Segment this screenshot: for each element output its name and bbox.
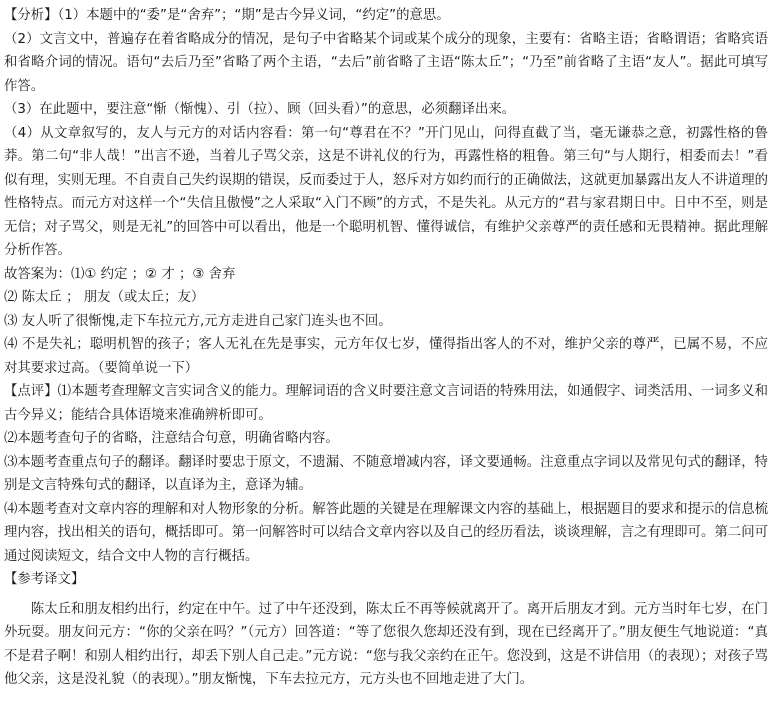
answer-4: ⑷ 不是失礼；聪明机智的孩子；客人无礼在先是事实，元方年仅七岁，懂得指出客人的不对，维护父亲的尊严，已属不易，不应对其要求过高。（要简单说一下） (4, 337, 768, 376)
comment-heading: 【点评】 (4, 384, 58, 399)
analysis-point-2: （2）文言文中，普遍存在着省略成分的情况，是句子中省略某个词或某个成分的现象，主要有：省略主语；省略谓语；省略宾语和省略介词的情况。语句“去后乃至”省略了两个主语，“去后”前省略了主语“陈太丘”；“乃至”前省略了主语“友人”。据此可填写作答。 (4, 31, 768, 94)
answer-2: ⑵ 陈太丘 ； 朋友（或太丘；友） (4, 290, 205, 305)
comment-point-1: ⑴本题考查理解文言实词含义的能力。理解词语的含义时要注意文言词语的特殊用法，如通假字、词类活用、一词多义和古今异义；能结合具体语境来准确辨析即可。 (4, 384, 769, 423)
analysis-paragraph-1 (4, 4, 768, 28)
analysis-point-1: （1）本题中的“委”是“舍弃”；“期”是古今异义词，“约定”的意思。 (57, 8, 450, 23)
analysis-point-3: （3）在此题中，要注意“惭（惭愧）、引（拉）、顾（回头看）”的意思，必须翻译出来。 (4, 102, 516, 117)
comment-point-4: ⑷本题考查对文章内容的理解和对人物形象的分析。解答此题的关键是在理解课文内容的基础上，根据题目的要求和提示的信息梳理内容，找出相关的语句，概括即可。第一问解答时可以结合文章内容以及自己的经历看法，谈谈理解，言之有理即可。第二问可通过阅读短文，结合文中人物的言行概括。 (4, 501, 768, 564)
translation-heading: 【参考译文】 (4, 572, 85, 587)
translation-body: 陈太丘和朋友相约出行，约定在中午。过了中午还没到，陈太丘不再等候就离开了。离开后朋友才到。元方当时年七岁，在门外玩耍。朋友问元方：“你的父亲在吗？”（元方）回答道：“等了您很久您却还没有到，现在已经离开了。”朋友便生气地说道：“真不是君子啊！和别人相约出行，却丢下别人自己走。”元方说：“您与我父亲约在正午。您没到，这是不讲信用（的表现）；对孩子骂他父亲，这是没礼貌（的表现）。”朋友惭愧，下车去拉元方，元方头也不回地走进了大门。 (4, 601, 768, 687)
comment-paragraph-1 (4, 380, 768, 427)
answer-intro: 故答案为：⑴① 约定 ；② 才 ；③ 舍弃 (4, 266, 236, 282)
analysis-heading: 【分析】 (4, 8, 58, 23)
comment-point-2: ⑵本题考查句子的省略，注意结合句意，明确省略内容。 (4, 431, 339, 446)
answer-3: ⑶ 友人听了很惭愧,走下车拉元方,元方走进自己家门连头也不回。 (4, 313, 392, 329)
analysis-point-4: （4）从文章叙写的，友人与元方的对话内容看：第一句“尊君在不？”开门见山，问得直截了当，毫无谦恭之意，初露性格的鲁莽。第二句“非人哉！”出言不逊，当着儿子骂父亲，这是不讲礼仪的行为，再露性格的粗鲁。第三句“与人期行，相委而去！”看似有理，实则无理。不自责自己失约误期的错误，反而委过于人，怒斥对方如约而行的正确做法，这就更加暴露出友人不讲道理的性格特点。而元方对这样一个“失信且傲慢”之人采取“入门不顾”的方式，不是失礼。从元方的“君与家君期日中。日中不至，则是无信；对子骂父，则是无礼”的回答中可以看出，他是一个聪明机智、懂得诚信，有维护父亲尊严的责任感和无畏精神。据此理解分析作答。 (4, 125, 768, 258)
comment-point-3: ⑶本题考查重点句子的翻译。翻译时要忠于原文，不遗漏、不随意增减内容，译文要通畅。注意重点字词以及常见句式的翻译，特别是文言特殊句式的翻译，以直译为主，意译为辅。 (4, 454, 768, 493)
